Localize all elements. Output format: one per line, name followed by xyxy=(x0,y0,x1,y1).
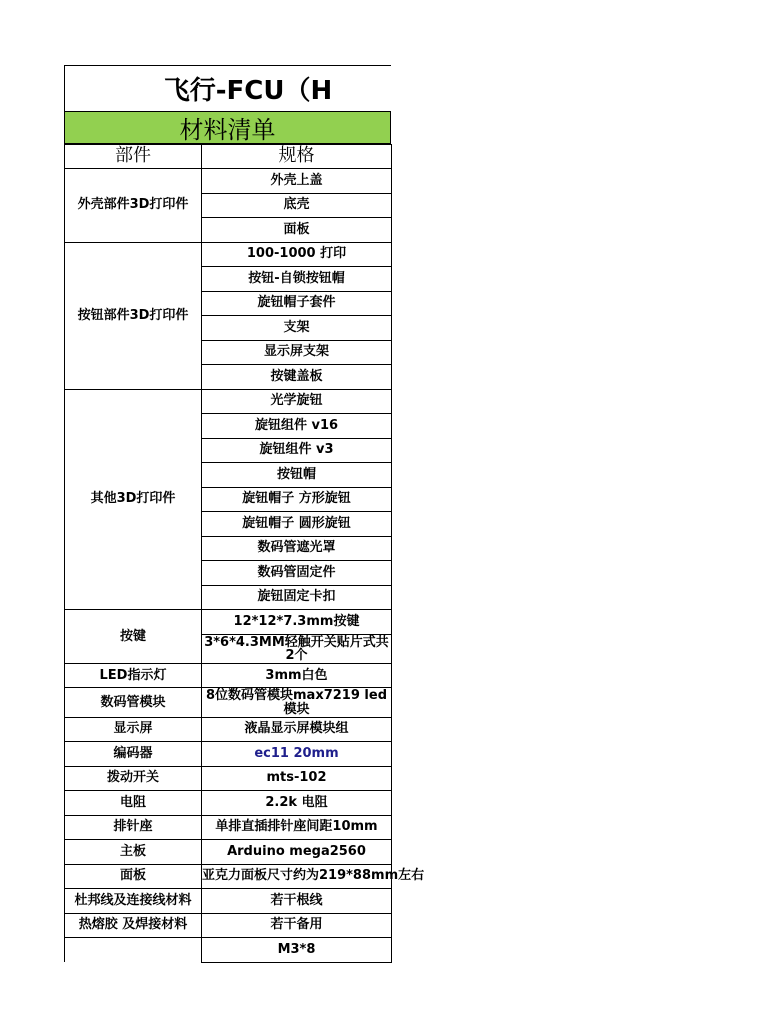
component-spec: 按钮-自锁按钮帽 xyxy=(202,267,392,292)
component-spec: M3*8 xyxy=(202,938,392,963)
component-spec: 面板 xyxy=(202,218,392,243)
component-spec: 100-1000 打印 xyxy=(202,242,392,267)
table-row xyxy=(65,938,392,963)
component-spec: 2.2k 电阻 xyxy=(202,791,392,816)
component-spec: 8位数码管模块max7219 led模块 xyxy=(202,688,392,717)
component-spec: 旋钮组件 v3 xyxy=(202,438,392,463)
component-spec: 显示屏支架 xyxy=(202,340,392,365)
component-name: 按钮部件3D打印件 xyxy=(65,242,202,389)
table-row xyxy=(65,913,392,938)
component-spec: Arduino mega2560 xyxy=(202,840,392,865)
component-name: 主板 xyxy=(65,840,202,865)
table-row xyxy=(65,169,392,194)
component-name: LED指示灯 xyxy=(65,663,202,688)
component-name: 排针座 xyxy=(65,815,202,840)
component-name: 其他3D打印件 xyxy=(65,389,202,610)
component-spec: 旋钮帽子 圆形旋钮 xyxy=(202,512,392,537)
table-header-row xyxy=(65,145,392,169)
table-row xyxy=(65,889,392,914)
table-row xyxy=(65,663,392,688)
component-spec: 光学旋钮 xyxy=(202,389,392,414)
table-row xyxy=(65,389,392,414)
table-row xyxy=(65,864,392,889)
bom-table xyxy=(64,144,425,963)
component-name: 按键 xyxy=(65,610,202,664)
component-name: 编码器 xyxy=(65,742,202,767)
component-name: 电阻 xyxy=(65,791,202,816)
component-spec: 3mm白色 xyxy=(202,663,392,688)
component-spec: 旋钮组件 v16 xyxy=(202,414,392,439)
table-row xyxy=(65,688,392,717)
component-name xyxy=(65,938,202,963)
component-name: 数码管模块 xyxy=(65,688,202,717)
component-name: 杜邦线及连接线材料 xyxy=(65,889,202,914)
component-spec: 数码管固定件 xyxy=(202,561,392,586)
component-name: 热熔胶 及焊接材料 xyxy=(65,913,202,938)
component-spec: 底壳 xyxy=(202,193,392,218)
table-row xyxy=(65,610,392,635)
sheet-title-text: 飞行-FCU（H xyxy=(163,76,333,106)
component-spec: 液晶显示屏模块组 xyxy=(202,717,392,742)
component-spec: 亚克力面板尺寸约为219*88mm左右 xyxy=(202,864,392,889)
component-spec: 旋钮帽子套件 xyxy=(202,291,392,316)
table-row xyxy=(65,815,392,840)
component-spec: 支架 xyxy=(202,316,392,341)
component-spec: mts-102 xyxy=(202,766,392,791)
spreadsheet xyxy=(64,65,425,963)
component-spec: 若干根线 xyxy=(202,889,392,914)
table-row xyxy=(65,242,392,267)
component-name: 面板 xyxy=(65,864,202,889)
component-spec: 数码管遮光罩 xyxy=(202,536,392,561)
header-component: 部件 xyxy=(65,145,202,169)
table-row xyxy=(65,766,392,791)
component-spec: 旋钮帽子 方形旋钮 xyxy=(202,487,392,512)
component-spec: 单排直插排针座间距10mm xyxy=(202,815,392,840)
component-spec: 3*6*4.3MM轻触开关贴片式共2个 xyxy=(202,634,392,663)
component-spec: 按键盖板 xyxy=(202,365,392,390)
component-spec: 外壳上盖 xyxy=(202,169,392,194)
component-spec: 12*12*7.3mm按键 xyxy=(202,610,392,635)
table-row xyxy=(65,840,392,865)
component-spec: 若干备用 xyxy=(202,913,392,938)
component-name: 拨动开关 xyxy=(65,766,202,791)
component-spec: ec11 20mm xyxy=(202,742,392,767)
component-spec: 旋钮固定卡扣 xyxy=(202,585,392,610)
sheet-title xyxy=(64,65,391,111)
section-header: 材料清单 xyxy=(64,111,391,144)
component-name: 显示屏 xyxy=(65,717,202,742)
component-spec: 按钮帽 xyxy=(202,463,392,488)
table-row xyxy=(65,791,392,816)
component-name: 外壳部件3D打印件 xyxy=(65,169,202,243)
table-row xyxy=(65,742,392,767)
table-row xyxy=(65,717,392,742)
header-spec: 规格 xyxy=(202,145,392,169)
